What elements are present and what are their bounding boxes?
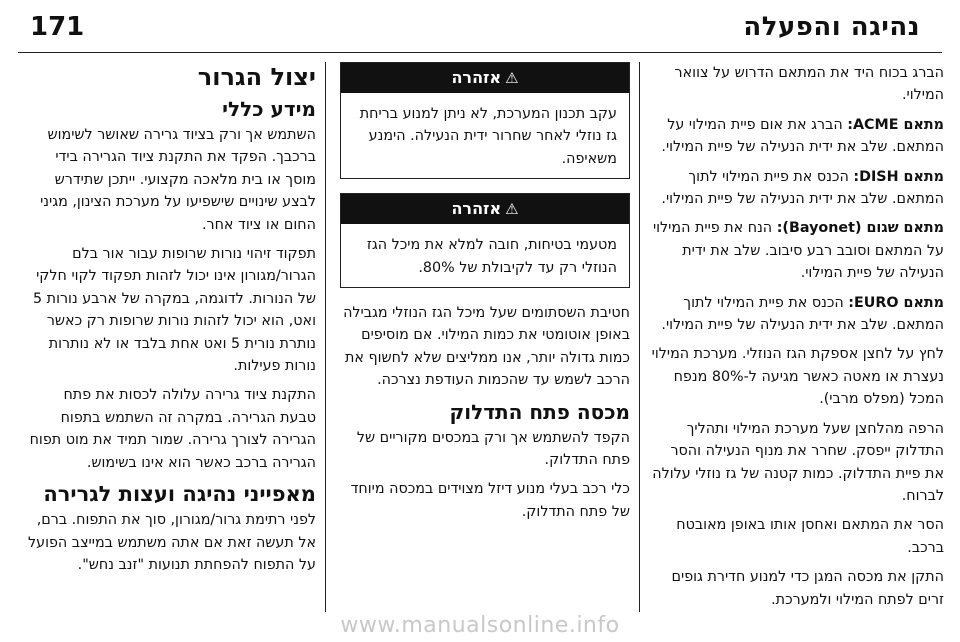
section-heading: מאפייני נהיגה ועצות לגרירה: [43, 482, 316, 507]
header-rule: [18, 52, 942, 53]
warning-text: מטעמי בטיחות, חובה למלא את מיכל הגז הנוזלי רק עד לקיבולת של 80%.: [366, 237, 617, 276]
right-column: [648, 62, 944, 618]
paragraph: מתאם ACME: הברג את אום פיית המילוי על המתאם. שלב את ידית הנעילה של פיית המילוי.: [661, 116, 944, 156]
left-column: [24, 62, 316, 583]
paragraph: התקן את מכסה המגן כדי למנוע חדירת גופים זרים לפתח המילוי ולמערכת.: [671, 569, 944, 608]
column-divider: [639, 62, 640, 612]
section-heading: מכסה פתח התדלוק: [449, 399, 630, 424]
warning-box: [340, 193, 630, 288]
paragraph: חטיבת השסתומים שעל מיכל הגז הנוזלי מגבילה באופן אוטומטי את כמות המילוי. אם מוסיפים כמות גדולה יותר, אנו ממליצים שלא לחשוף את הרכב לשמש עד שהכמות העודפת נצרכה.: [343, 305, 630, 389]
paragraph: התקנת ציוד גרירה עלולה לכסות את פתח טבעת הגרירה. במקרה זה השתמש בתפוח הגרירה לצורך גרירה. שמור תמיד את מוט תפוח הגרירה ברכב כאשר הוא אינו בשימוש.: [29, 387, 316, 471]
paragraph: השתמש אך ורק בציוד גרירה שאושר לשימוש ברכבך. הפקד את התקנת ציוד הגרירה בידי מוסך או בית מלאכה מקצועי. ייתכן שתידרש לבצע שינויים שישפיעו על מערכת הצינון, מגיני החום או ציוד אחר.: [40, 127, 316, 233]
adapter-label: מתאם שגום (Bayonet):: [776, 220, 944, 237]
watermark: www.manualsonline.info: [340, 613, 620, 638]
warning-box: [340, 62, 630, 179]
paragraph: הרפה מהלחצן שעל מערכת המילוי ותהליך התדלוק ייפסק. שחרר את מנוף הנעילה והסר את פיית התדלוק. כמות קטנה של גז נוזלי עלולה לברוח.: [652, 420, 944, 504]
header-title: נהיגה והפעלה: [743, 12, 920, 42]
page-number: 171: [30, 12, 85, 42]
paragraph: מתאם DISH: הכנס את פיית המילוי לתוך המתאם. שלב את ידית הנעילה של פיית המילוי.: [661, 168, 944, 208]
chapter-title: יצול הגרור: [197, 63, 316, 91]
section-heading: מידע כללי: [222, 97, 316, 121]
warning-triangle-icon: ⚠: [505, 69, 519, 87]
paragraph: כלי רכב בעלי מנוע דיזל מצוידים במכסה מיוחד של פתח התדלוק.: [350, 481, 630, 520]
column-divider: [325, 62, 326, 612]
warning-header: ⚠אזהרה: [341, 194, 629, 224]
adapter-label: מתאם ACME:: [847, 116, 944, 133]
adapter-label: מתאם EURO:: [848, 294, 944, 311]
paragraph: מתאם שגום (Bayonet): הנח את פיית המילוי על המתאם וסובב רבע סיבוב. שלב את ידית הנעילה של פיית המילוי.: [652, 220, 944, 282]
paragraph: תפקוד זיהוי נורות שרופות עבור אור בלם הגרור/מגורון אינו יכול לזהות תפקוד לקוי חלקי של הנורות. לדוגמה, במקרה של ארבע נורות 5 ואט, הוא יכול לזהות נורות שרופות רק כאשר נותרת נורית 5 ואט אחת בלבד או לא נותרות נורות פעילות.: [33, 246, 316, 375]
paragraph: הקפד להשתמש אך ורק במכסים מקוריים של פתח התדלוק.: [356, 429, 630, 469]
warning-header: ⚠אזהרה: [341, 63, 629, 93]
adapter-label: מתאם DISH:: [853, 168, 944, 185]
warning-text: עקב תכנון המערכת, לא ניתן למנוע בריחת גז נוזלי לאחר שחרור ידית הנעילה. הימנע משאיפה.: [359, 106, 617, 167]
paragraph: הסר את המתאם ואחסן אותו באופן מאובטח ברכב.: [676, 517, 944, 556]
paragraph: לחץ על לחצן אספקת הגז הנוזלי. מערכת המילוי נעצרת או מאטה כאשר מגיעה ל-80% מנפח המכל (מפלס מרבי).: [651, 346, 944, 408]
paragraph: מתאם EURO: הכנס את פיית המילוי לתוך המתאם. שלב את ידית הנעילה של פיית המילוי.: [661, 294, 944, 334]
paragraph: הברג בכוח היד את המתאם הדרוש על צוואר המילוי.: [674, 65, 944, 104]
paragraph: לפני רתימת גרור/מגורון, סוך את התפוח. ברם, אל תעשה זאת אם אתה משתמש במייצב הפועל על התפוח להפחתת תנועות "זנב נחש".: [28, 512, 316, 573]
warning-triangle-icon: ⚠: [505, 200, 519, 219]
middle-column: [340, 62, 630, 530]
